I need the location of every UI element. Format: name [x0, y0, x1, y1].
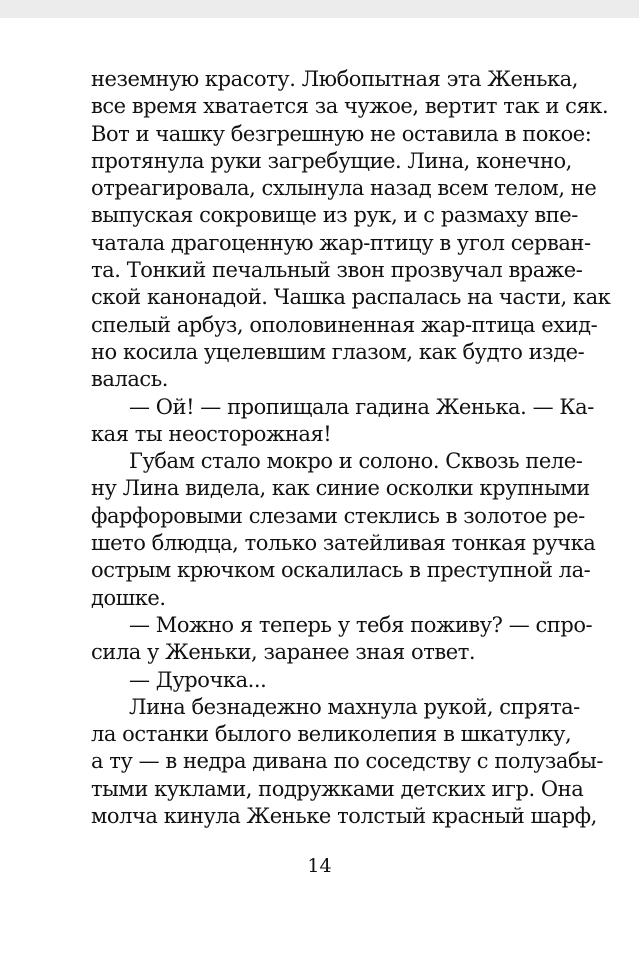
text-line: дошке. — [91, 585, 166, 610]
text-line: — Ой! — пропищала гадина Женька. — Ка- — [129, 394, 594, 419]
text-line: ской канонадой. Чашка распалась на части, как — [91, 285, 611, 310]
text-line: отреагировала, схлынула назад всем телом, не — [91, 176, 597, 201]
text-line: протянула руки загребущие. Лина, конечно, — [91, 148, 572, 173]
text-line: тыми куклами, подружками детских игр. Она — [91, 776, 584, 801]
text-line: но косила уцелевшим глазом, как будто изде- — [91, 339, 585, 364]
text-line: чатала драгоценную жар-птицу в угол серван- — [91, 230, 591, 255]
page-body-text — [91, 66, 611, 830]
text-line: ла останки былого великолепия в шкатулку, — [91, 722, 572, 747]
text-line: неземную красоту. Любопытная эта Женька, — [91, 67, 578, 91]
text-line: та. Тонкий печальный звон прозвучал враже- — [91, 258, 583, 283]
text-line: молча кинула Женьке толстый красный шарф, — [91, 804, 597, 829]
text-line: а ту — в недра дивана по соседству с полузабы- — [91, 749, 604, 774]
text-line: ну Лина видела, как синие осколки крупными — [91, 476, 590, 501]
text-line: шето блюдца, только затейливая тонкая ручка — [91, 531, 596, 556]
text-line: острым крючком оскалилась в преступной ла- — [91, 558, 591, 583]
text-line: все время хватается за чужое, вертит так и сяк. — [91, 94, 609, 119]
text-line: валась. — [91, 367, 168, 392]
text-line: фарфоровыми слезами стеклись в золотое ре- — [91, 503, 585, 528]
text-line: Вот и чашку безгрешную не оставила в покое: — [91, 121, 592, 146]
top-margin-band — [0, 0, 639, 18]
text-line: — Дурочка... — [129, 667, 267, 692]
text-line: сила у Женьки, заранее зная ответ. — [91, 640, 476, 665]
text-line: спелый арбуз, ополовиненная жар-птица ехид- — [91, 312, 598, 337]
text-line: Губам стало мокро и солоно. Сквозь пеле- — [129, 449, 583, 474]
text-line: выпуская сокровище из рук, и с размаху впе- — [91, 203, 578, 228]
page-number: 14 — [307, 855, 332, 877]
text-line: Лина безнадежно махнула рукой, спрята- — [129, 694, 580, 719]
text-line: — Можно я теперь у тебя поживу? — спро- — [129, 612, 593, 637]
text-line: кая ты неосторожная! — [91, 421, 332, 446]
